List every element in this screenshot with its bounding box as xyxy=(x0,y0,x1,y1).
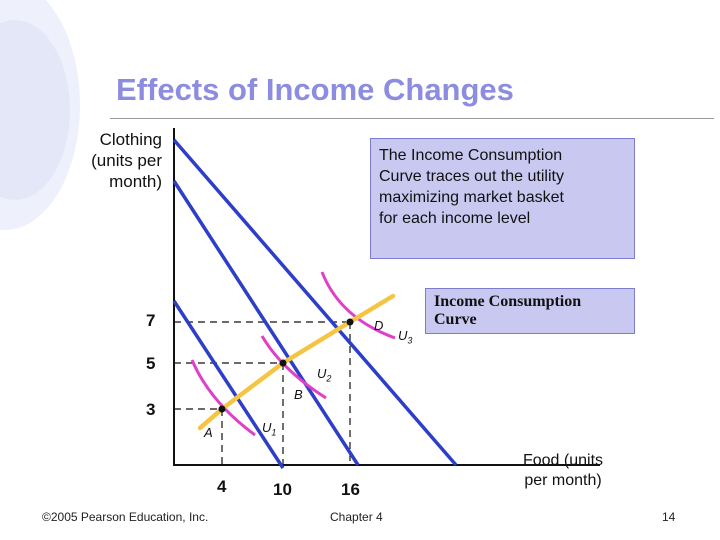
note-line: Curve traces out the utility xyxy=(379,168,564,185)
curve-label-u1 xyxy=(262,420,276,438)
icc-label-line: Income Consumption xyxy=(434,293,582,310)
curve-label-u2-text: U xyxy=(317,366,327,381)
footer-copyright: ©2005 Pearson Education, Inc. xyxy=(42,510,209,524)
point-label-a: A xyxy=(204,425,213,440)
note-line: for each income level xyxy=(379,210,531,227)
curve-label-u3 xyxy=(398,328,412,346)
curve-label-u1-text: U xyxy=(262,420,272,435)
basket-point-b xyxy=(280,360,287,367)
income-consumption-curve-label xyxy=(425,288,635,334)
slide-title: Effects of Income Changes xyxy=(116,72,514,107)
note-line: maximizing market basket xyxy=(379,189,564,206)
x-tick-10: 10 xyxy=(273,480,292,499)
x-tick-16: 16 xyxy=(341,480,360,499)
x-tick-4: 4 xyxy=(217,477,227,496)
y-tick-7: 7 xyxy=(146,311,156,330)
icc-label-line: Curve xyxy=(434,311,477,328)
x-axis-label xyxy=(500,451,626,491)
indifference-curve-u1 xyxy=(192,360,255,435)
footer-chapter: Chapter 4 xyxy=(330,510,383,524)
y-tick-3: 3 xyxy=(146,400,156,419)
curve-label-u2-sub: 2 xyxy=(326,373,332,384)
y-axis-label-line: Clothing xyxy=(99,130,162,149)
indifference-curve-u3 xyxy=(322,272,395,338)
curve-label-u3-text: U xyxy=(398,328,408,343)
curve-label-u1-sub: 1 xyxy=(271,427,277,438)
y-axis-label-line: month) xyxy=(109,172,162,191)
curve-label-u3-sub: 3 xyxy=(407,335,413,346)
income-consumption-curve xyxy=(200,296,393,428)
note-line: The Income Consumption xyxy=(379,147,563,164)
y-tick-5: 5 xyxy=(146,354,156,373)
y-axis-label-line: (units per xyxy=(91,151,162,170)
footer-page-number: 14 xyxy=(662,510,676,524)
point-label-d: D xyxy=(374,318,384,333)
basket-point-a xyxy=(219,406,226,413)
x-axis-label-line: per month) xyxy=(524,472,602,489)
basket-point-d xyxy=(347,319,354,326)
x-axis-label-line: Food (units xyxy=(522,452,604,469)
point-label-b: B xyxy=(294,387,303,402)
curve-label-u2 xyxy=(317,366,331,384)
